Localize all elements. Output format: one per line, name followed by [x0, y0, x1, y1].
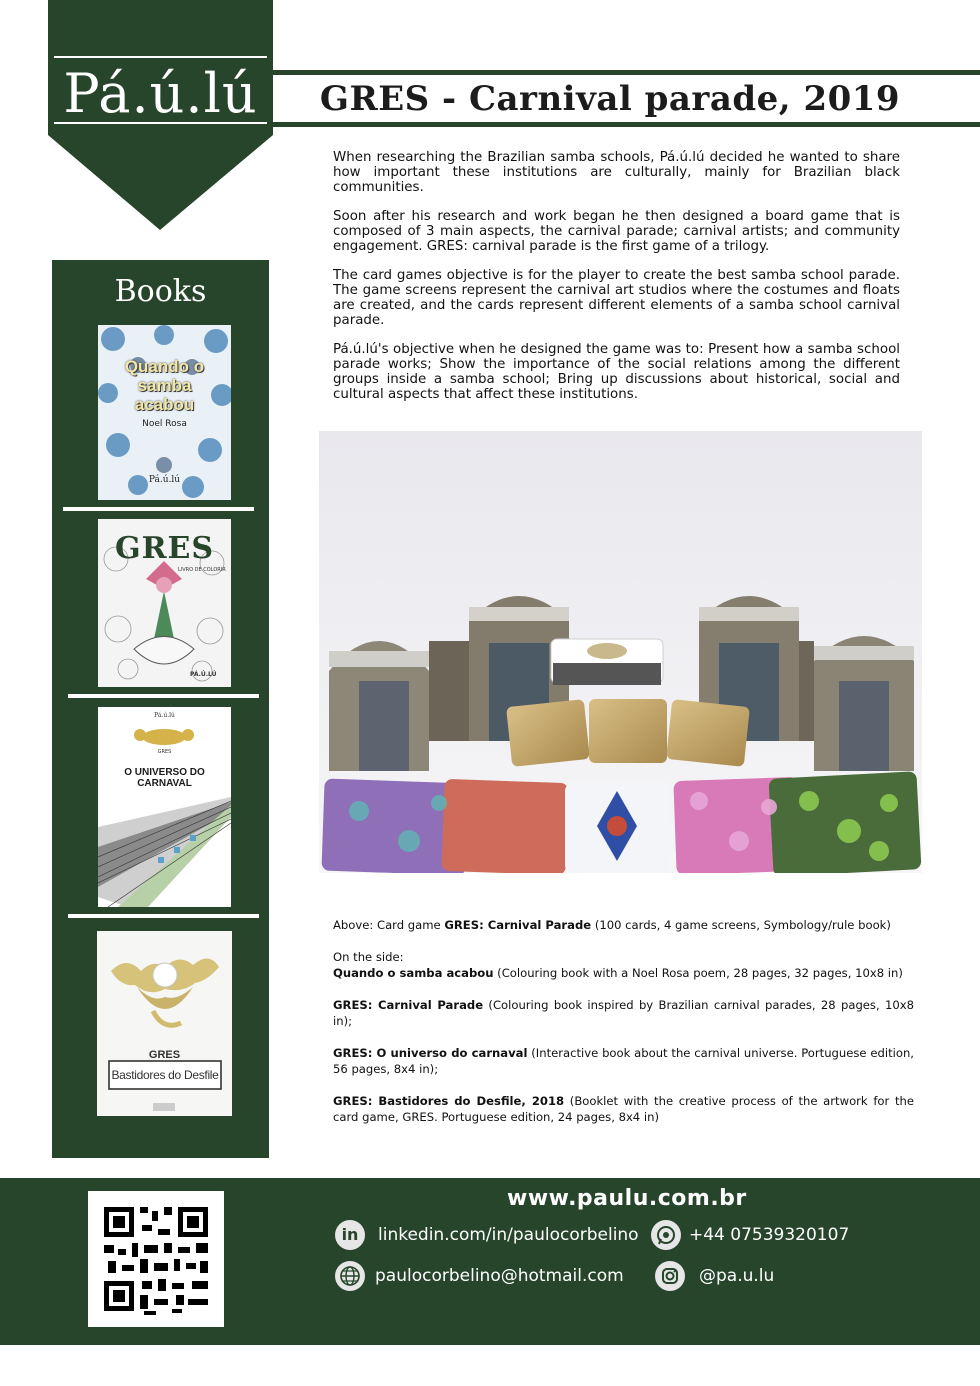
cover-sambadrome-image [98, 707, 231, 907]
title-rule-top [273, 70, 980, 75]
cover-badge: GRES [157, 749, 172, 755]
instagram-handle[interactable]: @pa.u.lu [699, 1266, 775, 1286]
intro-paragraph: When researching the Brazilian samba schools, Pá.ú.lú decided he wanted to share how important these institutions are culturally, mainly for Brazilian black communities. [333, 150, 900, 195]
page-title: GRES - Carnival parade, 2019 [319, 79, 901, 119]
qr-code-icon [88, 1191, 224, 1327]
intro-text [333, 150, 900, 416]
cover-title-line: acabou [134, 395, 195, 414]
linkedin-link[interactable]: linkedin.com/in/paulocorbelino [378, 1225, 639, 1245]
title-rule-bottom [273, 122, 980, 127]
intro-paragraph: Soon after his research and work began he then designed a board game that is composed of 3 main aspects, the carnival parade; carnival artists; and community engagement. GRES: carnival parade is the first game of a trilogy. [333, 209, 900, 254]
cover-title: GRES [148, 1049, 181, 1061]
cover-sculpture-image [97, 931, 232, 1116]
cover-subtitle: LIVRO DE COLORIR [178, 567, 226, 573]
cover-title-line: O UNIVERSO DO [124, 767, 205, 778]
instagram-icon[interactable] [655, 1261, 685, 1291]
caption-item: GRES: Carnival Parade (Colouring book inspired by Brazilian carnival parades, 28 pages, 10x8 in); [333, 998, 914, 1028]
cover-top-mark: Pá.ú.lú [154, 712, 175, 719]
sidebar-divider [68, 694, 259, 698]
captions [333, 917, 914, 1141]
book-cover-o-universo-do-carnaval[interactable] [98, 707, 231, 907]
book-cover-quando-o-samba-acabou[interactable] [98, 325, 231, 500]
cover-title-line: samba [137, 376, 192, 395]
cover-author: Noel Rosa [142, 419, 187, 429]
phone-number[interactable]: +44 07539320107 [689, 1225, 850, 1245]
email-link[interactable]: paulocorbelino@hotmail.com [375, 1266, 624, 1286]
cover-title-line: CARNAVAL [137, 778, 192, 789]
website-link[interactable]: www.paulu.com.br [507, 1186, 747, 1211]
caption-above: Above: Card game GRES: Carnival Parade (100 cards, 4 game screens, Symbology/rule book) [333, 918, 891, 932]
cover-title-line: Quando o [124, 357, 205, 376]
sidebar-divider [68, 914, 259, 918]
book-cover-gres-carnival-parade[interactable] [98, 519, 231, 687]
whatsapp-icon[interactable] [651, 1220, 681, 1250]
brand-logo: Pá.ú.lú [63, 62, 258, 125]
cover-mark: Pá.ú.lú [148, 475, 181, 485]
linkedin-icon[interactable]: in [335, 1220, 365, 1250]
caption-side: On the side: Quando o samba acabou (Colouring book with a Noel Rosa poem, 28 pages, 32 pages, 10x8 in) [333, 950, 903, 980]
cover-mark: PÁ.Ú.LÚ [190, 671, 217, 678]
cover-subtitle: Bastidores do Desfile [111, 1068, 219, 1082]
intro-paragraph: Pá.ú.lú's objective when he designed the game was to: Present how a samba school parade works; Show the importance of the social relations among the different groups inside a samba school; Bring up discussions about historical, social and cultural aspects that affect these institutions. [333, 342, 900, 402]
caption-item: GRES: O universo do carnaval (Interactive book about the carnival universe. Portuguese edition, 56 pages, 8x4 in); [333, 1046, 914, 1076]
intro-paragraph: The card games objective is for the player to create the best samba school parade. The game screens represent the carnival art studios where the costumes and floats are created, and the cards represent different elements of a samba school carnival parade. [333, 268, 900, 328]
globe-icon[interactable] [335, 1261, 365, 1291]
cover-title: GRES [114, 531, 215, 566]
book-cover-bastidores-do-desfile[interactable] [97, 931, 232, 1116]
qr-code[interactable] [88, 1191, 224, 1327]
books-heading: Books [114, 274, 207, 309]
sidebar-divider [63, 507, 254, 511]
card-game-photo [319, 431, 922, 873]
caption-item: GRES: Bastidores do Desfile, 2018 (Booklet with the creative process of the artwork for the card game, GRES. Portuguese edition, 24 pages, 8x4 in) [333, 1094, 914, 1124]
